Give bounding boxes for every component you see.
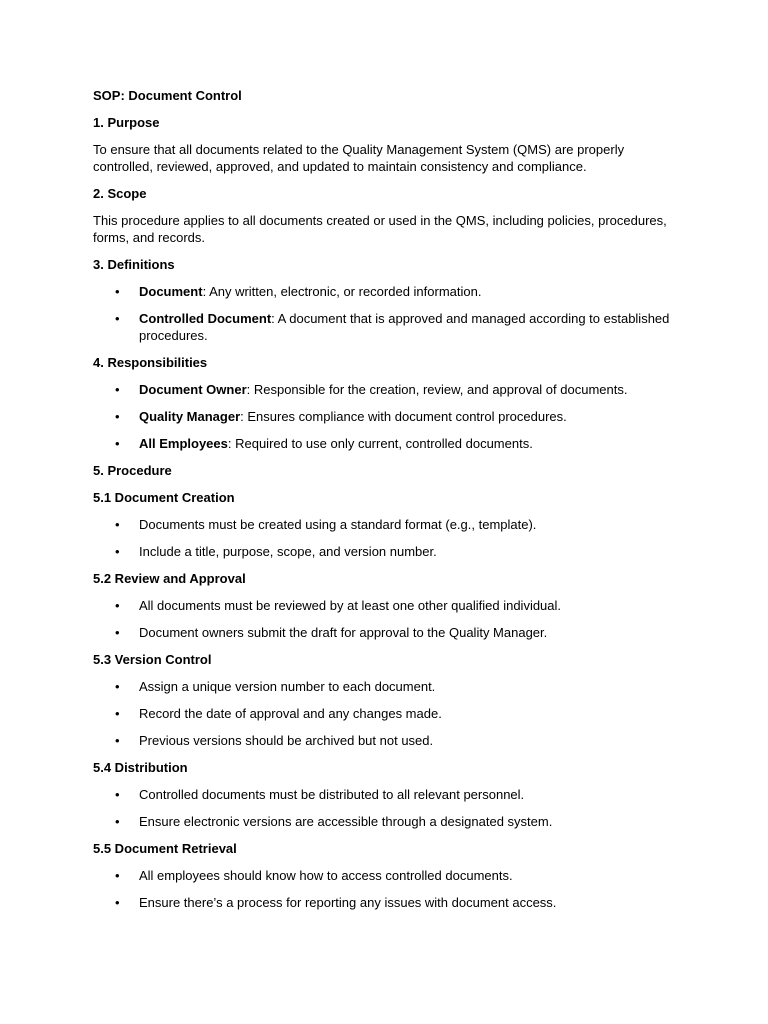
list-item [93,678,683,695]
definition-text: : A document that is approved and managed according to established procedures. [139,311,670,343]
role-term: All Employees [139,436,228,451]
list-item [93,597,683,614]
retrieval-heading: 5.5 Document Retrieval [93,841,237,856]
bullet-icon: • [115,868,120,883]
list-item [93,435,683,452]
list-item [93,624,683,641]
creation-heading: 5.1 Document Creation [93,490,235,505]
list-item [93,310,683,344]
list-item-text: Controlled documents must be distributed to all relevant personnel. [139,787,525,802]
version-heading: 5.3 Version Control [93,652,212,667]
list-item-text: Include a title, purpose, scope, and version number. [139,544,437,559]
list-item [93,894,683,911]
bullet-icon: • [115,544,120,559]
role-term: Quality Manager [139,409,241,424]
list-item [93,867,683,884]
definitions-list [93,283,683,344]
list-item [93,381,683,398]
definition-term: Document [139,284,203,299]
retrieval-list [93,867,683,911]
list-item [93,786,683,803]
list-item-text: Previous versions should be archived but not used. [139,733,434,748]
list-item [93,732,683,749]
bullet-icon: • [115,625,120,640]
list-item-text: Record the date of approval and any changes made. [139,706,442,721]
list-item-text: All documents must be reviewed by at least one other qualified individual. [139,598,562,613]
review-heading: 5.2 Review and Approval [93,571,246,586]
role-text: : Responsible for the creation, review, and approval of documents. [246,382,628,397]
definitions-heading: 3. Definitions [93,257,175,272]
list-item-text: Ensure there’s a process for reporting any issues with document access. [139,895,557,910]
version-list [93,678,683,749]
list-item-text: Assign a unique version number to each document. [139,679,436,694]
list-item [93,408,683,425]
bullet-icon: • [115,517,120,532]
definition-term: Controlled Document [139,311,272,326]
list-item [93,543,683,560]
bullet-icon: • [115,814,120,829]
list-item [93,705,683,722]
list-item [93,813,683,830]
bullet-icon: • [115,436,120,451]
list-item-text: Ensure electronic versions are accessible through a designated system. [139,814,553,829]
scope-text: This procedure applies to all documents created or used in the QMS, including policies, procedures, forms, and records. [93,213,667,245]
bullet-icon: • [115,679,120,694]
list-item-text: Documents must be created using a standard format (e.g., template). [139,517,537,532]
distribution-heading: 5.4 Distribution [93,760,188,775]
list-item-text: All employees should know how to access controlled documents. [139,868,513,883]
bullet-icon: • [115,895,120,910]
responsibilities-heading: 4. Responsibilities [93,355,208,370]
document-page [93,87,683,921]
role-term: Document Owner [139,382,247,397]
bullet-icon: • [115,733,120,748]
bullet-icon: • [115,409,120,424]
purpose-heading: 1. Purpose [93,115,160,130]
list-item-text: Document owners submit the draft for approval to the Quality Manager. [139,625,548,640]
review-list [93,597,683,641]
list-item [93,283,683,300]
bullet-icon: • [115,787,120,802]
purpose-text: To ensure that all documents related to the Quality Management System (QMS) are properly controlled, reviewed, approved, and updated to maintain consistency and compliance. [93,142,625,174]
role-text: : Ensures compliance with document control procedures. [240,409,567,424]
distribution-list [93,786,683,830]
bullet-icon: • [115,382,120,397]
creation-list [93,516,683,560]
bullet-icon: • [115,284,120,299]
responsibilities-list [93,381,683,452]
list-item [93,516,683,533]
document-title: SOP: Document Control [93,88,242,103]
role-text: : Required to use only current, controlled documents. [227,436,533,451]
definition-text: : Any written, electronic, or recorded information. [202,284,482,299]
scope-heading: 2. Scope [93,186,147,201]
bullet-icon: • [115,311,120,326]
procedure-heading: 5. Procedure [93,463,172,478]
bullet-icon: • [115,706,120,721]
bullet-icon: • [115,598,120,613]
